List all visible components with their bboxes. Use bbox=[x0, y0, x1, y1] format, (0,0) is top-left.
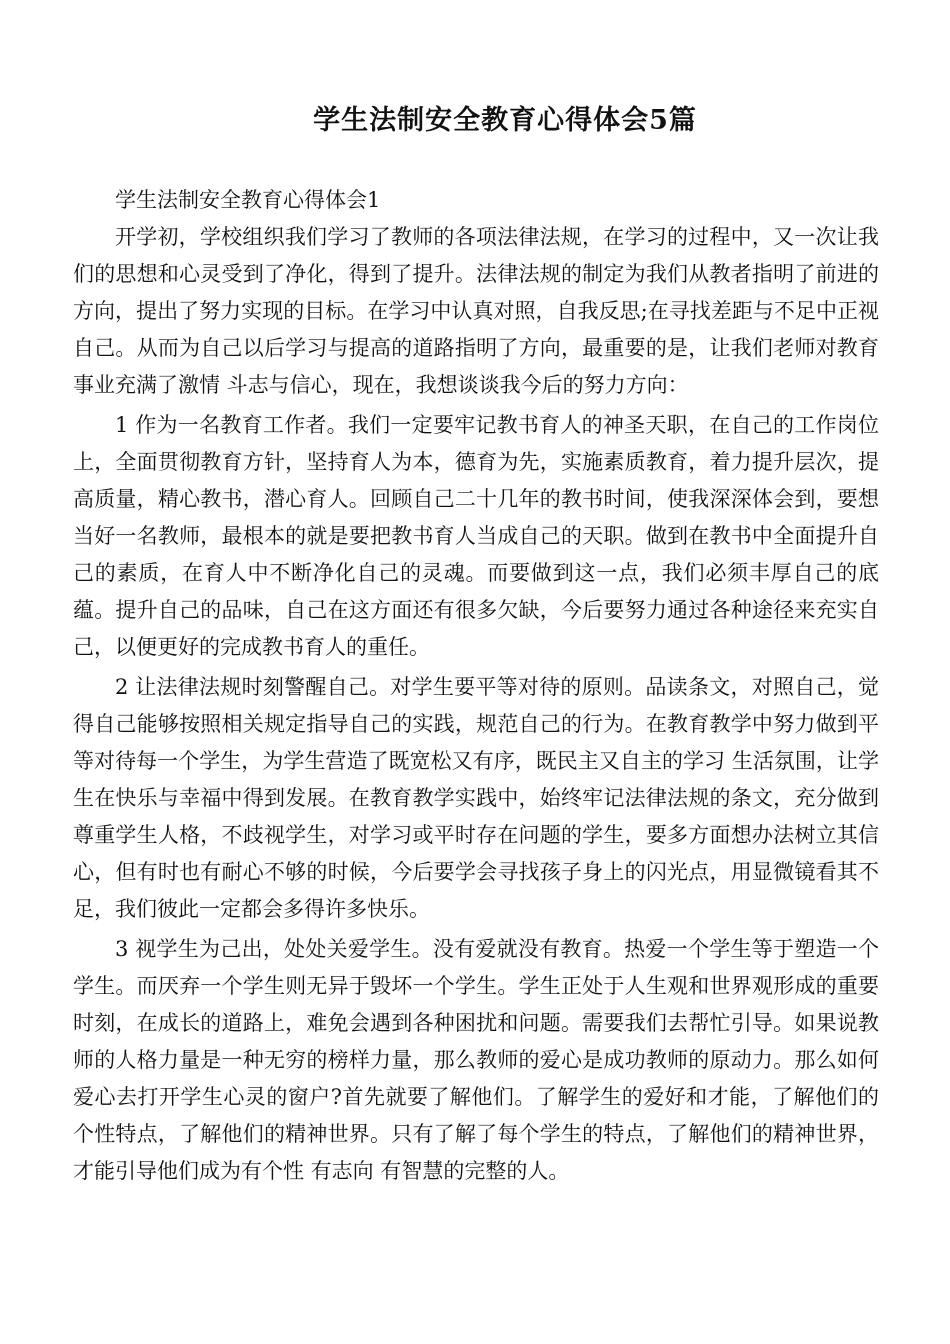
paragraph-point-1: 1 作为一名教育工作者。我们一定要牢记教书育人的神圣天职，在自己的工作岗位上，全面贯彻教育方针，坚持育人为本，德育为先，实施素质教育，着力提升层次，提高质量，精心教书，潜心育人。回顾自己二十几年的教书时间，使我深深体会到，要想当好一名教师，最根本的就是要把教书育人当成自己的天职。做到在教书中全面提升自己的素质，在育人中不断净化自己的灵魂。而要做到这一点，我们必须丰厚自己的底蕴。提升自己的品味，自己在这方面还有很多欠缺，今后要努力通过各种途径来充实自己，以便更好的完成教书育人的重任。 bbox=[73, 413, 879, 659]
document-title: 学生法制安全教育心得体会5篇 bbox=[313, 105, 697, 136]
document-body bbox=[73, 182, 879, 1190]
paragraph-point-3: 3 视学生为己出，处处关爱学生。没有爱就没有教育。热爱一个学生等于塑造一个学生。而厌弃一个学生则无异于毁坏一个学生。学生正处于人生观和世界观形成的重要时刻，在成长的道路上，难免会遇到各种困扰和问题。需要我们去帮忙引导。如果说教师的人格力量是一种无穷的榜样力量，那么教师的爱心是成功教师的原动力。那么如何爱心去打开学生心灵的窗户?首先就要了解他们。了解学生的爱好和才能，了解他们的个性特点，了解他们的精神世界。只有了解了每个学生的特点，了解他们的精神世界，才能引导他们成为有个性 有志向 有智慧的完整的人。 bbox=[73, 937, 879, 1183]
paragraph-point-2: 2 让法律法规时刻警醒自己。对学生要平等对待的原则。品读条文，对照自己，觉得自己能够按照相关规定指导自己的实践，规范自己的行为。在教育教学中努力做到平等对待每一个学生，为学生营造了既宽松又有序，既民主又自主的学习 生活氛围，让学生在快乐与幸福中得到发展。在教育教学实践中，始终牢记法律法规的条文，充分做到尊重学生人格，不歧视学生，对学习或平时存在问题的学生，要多方面想办法树立其信心，但有时也有耐心不够的时候，今后要学会寻找孩子身上的闪光点，用显微镜看其不足，我们彼此一定都会多得许多快乐。 bbox=[73, 675, 879, 921]
section-heading: 学生法制安全教育心得体会1 bbox=[115, 188, 381, 212]
paragraph-intro: 开学初，学校组织我们学习了教师的各项法律法规，在学习的过程中，又一次让我们的思想和心灵受到了净化，得到了提升。法律法规的制定为我们从教者指明了前进的方向，提出了努力实现的目标。在学习中认真对照，自我反思;在寻找差距与不足中正视自己。从而为自己以后学习与提高的道路指明了方向，最重要的是，让我们老师对教育事业充满了激情 斗志与信心，现在，我想谈谈我今后的努力方向： bbox=[73, 225, 879, 397]
